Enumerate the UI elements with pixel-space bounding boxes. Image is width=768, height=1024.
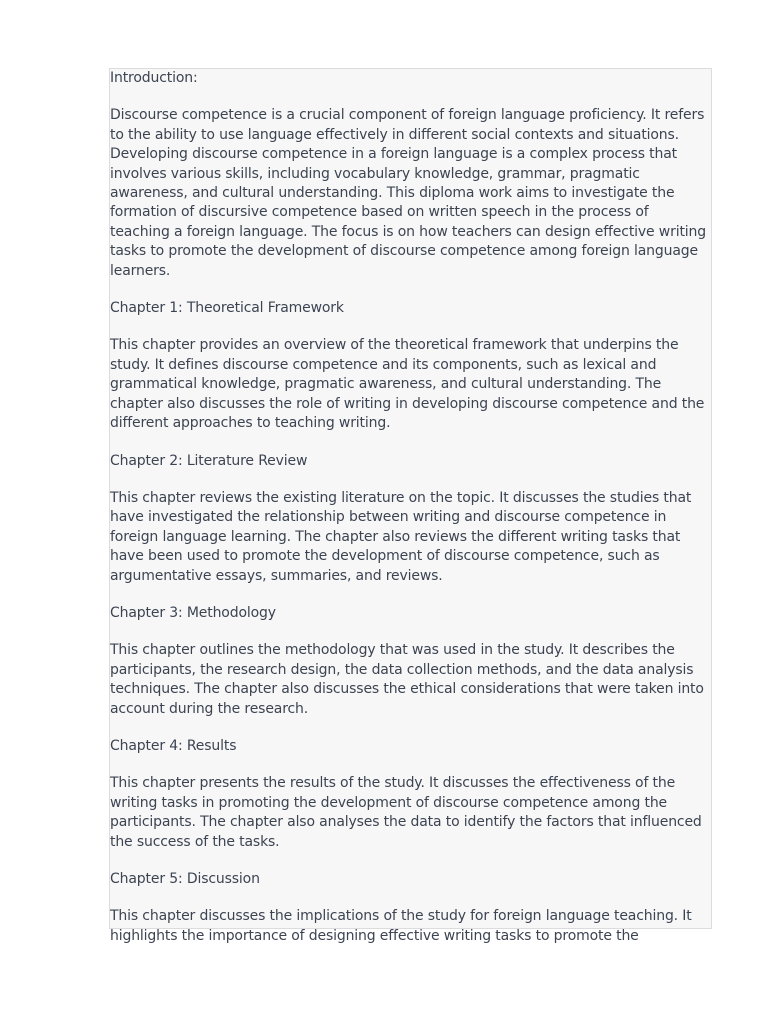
chapter-2-heading: Chapter 2: Literature Review [110,452,308,469]
chapter-5-heading: Chapter 5: Discussion [110,871,260,887]
document-text-box [109,68,712,944]
intro-heading: Introduction: [110,70,198,86]
chapter-1-paragraph: This chapter provides an overview of the theoretical framework that underpins the study. It defines discourse competence and its components, such as lexical and grammatical knowledge, pragmatic awareness, and cultural understanding. The chapter also discusses the role of writing in developing discourse competence and the different approaches to teaching writing. [110,337,705,432]
chapter-1-heading: Chapter 1: Theoretical Framework [110,300,344,317]
chapter-4-heading: Chapter 4: Results [110,737,237,754]
intro-paragraph: Discourse competence is a crucial component of foreign language proficiency. It refers to the ability to use language effectively in different social contexts and situations. Developing discourse competence in a foreign language is a complex process that involves various skills, including vocabulary knowledge, grammar, pragmatic awareness, and cultural understanding. This diploma work aims to investigate the formation of discursive competence based on written speech in the process of teaching a foreign language. The focus is on how teachers can design effective writing tasks to promote the development of discourse competence among foreign language learners. [110,107,706,279]
chapter-3-paragraph: This chapter outlines the methodology that was used in the study. It describes the participants, the research design, the data collection methods, and the data analysis techniques. The chapter also discusses the ethical considerations that were taken into account during the research. [110,642,704,717]
chapter-4-paragraph: This chapter presents the results of the study. It discusses the effectiveness of the writing tasks in promoting the development of discourse competence among the participants. The chapter also analyses the data to identify the factors that influenced the success of the tasks. [110,775,702,850]
chapter-2-paragraph: This chapter reviews the existing literature on the topic. It discusses the studies that have investigated the relationship between writing and discourse competence in foreign language learning. The chapter also reviews the different writing tasks that have been used to promote the development of discourse competence, such as argumentative essays, summaries, and reviews. [110,489,692,584]
chapter-3-heading: Chapter 3: Methodology [110,604,276,621]
chapter-5-paragraph: This chapter discusses the implications of the study for foreign language teaching. It highlights the importance of designing effective writing tasks to promote the [110,908,692,944]
